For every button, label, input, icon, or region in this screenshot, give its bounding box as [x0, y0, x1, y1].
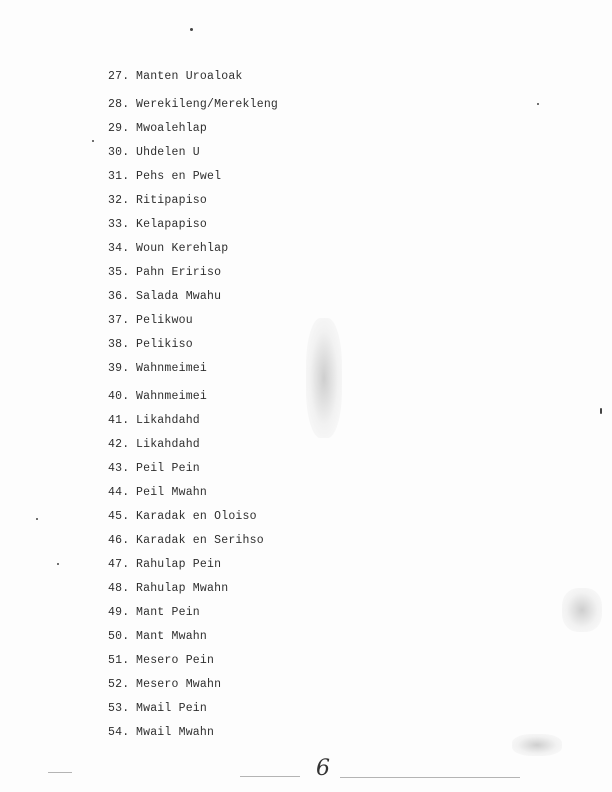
item-text: Wahnmeimei [136, 362, 208, 375]
scan-speck [57, 563, 59, 565]
item-number: 52. [108, 678, 130, 691]
item-text: Pelikwou [136, 314, 193, 327]
item-number: 37. [108, 314, 130, 327]
page-number: 6 [316, 756, 330, 781]
item-text: Karadak en Oloiso [136, 510, 257, 523]
item-text: Likahdahd [136, 438, 200, 451]
item-number: 54. [108, 726, 130, 739]
list-item [108, 338, 193, 352]
item-text: Uhdelen U [136, 146, 200, 159]
item-number: 45. [108, 510, 130, 523]
list-item [108, 314, 193, 328]
item-number: 33. [108, 218, 130, 231]
item-number: 41. [108, 414, 130, 427]
item-text: Mwoalehlap [136, 122, 208, 135]
item-number: 29. [108, 122, 130, 135]
list-item [108, 242, 228, 256]
item-number: 34. [108, 242, 130, 255]
item-text: Woun Kerehlap [136, 242, 229, 255]
item-text: Mesero Mwahn [136, 678, 222, 691]
list-item [108, 290, 221, 304]
list-item [108, 510, 257, 524]
list-item [108, 438, 200, 452]
scan-smudge [512, 734, 562, 756]
item-text: Ritipapiso [136, 194, 208, 207]
list-item [108, 266, 221, 280]
scan-speck [92, 140, 94, 142]
item-number: 47. [108, 558, 130, 571]
item-text: Likahdahd [136, 414, 200, 427]
item-text: Peil Mwahn [136, 486, 208, 499]
item-number: 43. [108, 462, 130, 475]
scan-speck [36, 518, 38, 520]
list-item [108, 218, 207, 232]
item-number: 40. [108, 390, 130, 403]
scan-smudge [562, 588, 602, 632]
item-text: Werekileng/Merekleng [136, 98, 279, 111]
item-text: Mant Pein [136, 606, 200, 619]
item-text: Karadak en Serihso [136, 534, 264, 547]
list-item [108, 362, 207, 376]
list-item [108, 486, 207, 500]
item-number: 38. [108, 338, 130, 351]
scan-line [48, 772, 72, 773]
item-number: 48. [108, 582, 130, 595]
item-text: Pehs en Pwel [136, 170, 222, 183]
list-item [108, 98, 278, 112]
item-text: Rahulap Pein [136, 558, 222, 571]
item-number: 27. [108, 70, 130, 83]
scan-speck [190, 28, 193, 31]
item-number: 51. [108, 654, 130, 667]
item-number: 50. [108, 630, 130, 643]
list-item [108, 194, 207, 208]
item-number: 46. [108, 534, 130, 547]
list-item [108, 122, 207, 136]
item-number: 39. [108, 362, 130, 375]
item-text: Wahnmeimei [136, 390, 208, 403]
list-item [108, 630, 207, 644]
item-text: Rahulap Mwahn [136, 582, 229, 595]
item-number: 30. [108, 146, 130, 159]
item-number: 28. [108, 98, 130, 111]
item-number: 44. [108, 486, 130, 499]
list-item [108, 582, 228, 596]
scan-smudge [306, 318, 342, 438]
list-item [108, 146, 200, 160]
item-number: 32. [108, 194, 130, 207]
item-number: 35. [108, 266, 130, 279]
list-item [108, 702, 207, 716]
item-number: 49. [108, 606, 130, 619]
list-item [108, 414, 200, 428]
item-text: Pelikiso [136, 338, 193, 351]
item-text: Manten Uroaloak [136, 70, 243, 83]
item-text: Mant Mwahn [136, 630, 208, 643]
item-number: 36. [108, 290, 130, 303]
scan-line [340, 777, 520, 778]
list-item [108, 558, 221, 572]
list-item [108, 654, 214, 668]
list-item [108, 390, 207, 404]
scan-speck [600, 408, 602, 414]
item-number: 42. [108, 438, 130, 451]
item-text: Mesero Pein [136, 654, 215, 667]
list-item [108, 534, 264, 548]
list-item [108, 170, 221, 184]
item-text: Mwail Pein [136, 702, 208, 715]
scan-speck [537, 103, 539, 105]
item-text: Peil Pein [136, 462, 200, 475]
item-text: Mwail Mwahn [136, 726, 215, 739]
item-text: Pahn Eririso [136, 266, 222, 279]
scan-line [240, 776, 300, 777]
list-item [108, 678, 221, 692]
list-item [108, 70, 243, 84]
list-item [108, 462, 200, 476]
item-number: 31. [108, 170, 130, 183]
item-number: 53. [108, 702, 130, 715]
item-text: Salada Mwahu [136, 290, 222, 303]
list-item [108, 726, 214, 740]
item-text: Kelapapiso [136, 218, 208, 231]
list-item [108, 606, 200, 620]
